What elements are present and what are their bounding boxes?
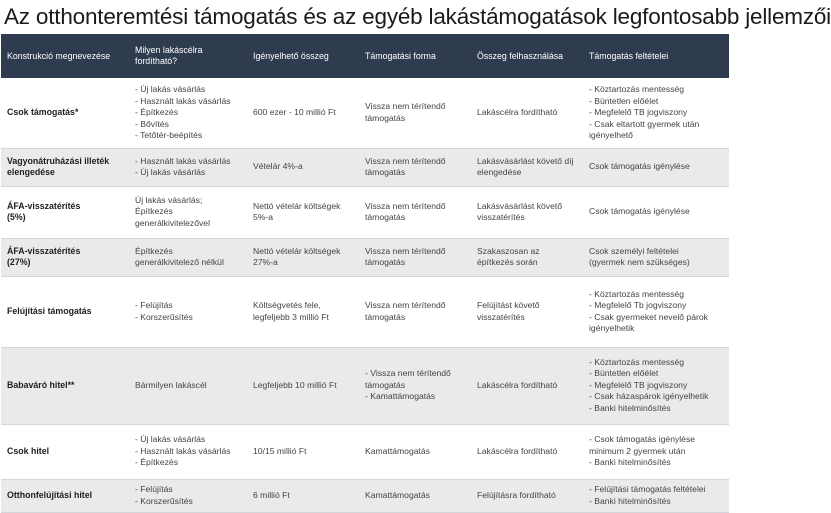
table-cell <box>359 347 471 424</box>
cell-text: - Használt lakás vásárlás <box>135 95 231 106</box>
cell-text: 600 ezer - 10 millió Ft <box>253 107 336 117</box>
cell-text: támogatás <box>365 257 406 267</box>
cell-text: (5%) <box>7 212 26 222</box>
cell-text: Csok személyi feltételei <box>589 245 679 256</box>
cell-text: - Kamattámogatás <box>365 391 436 402</box>
cell-text: Vagyonátruházási illeték <box>7 155 110 166</box>
cell-text: Csok támogatás igénylése <box>589 206 690 217</box>
cell-text: - Büntetlen előélet <box>589 368 659 379</box>
cell-text: - Csok támogatás igénylése <box>589 434 696 445</box>
table-cell <box>129 479 247 512</box>
cell-text: - Használt lakás vásárlás <box>135 445 231 456</box>
cell-text: - Megfelelő TB jogviszony <box>589 107 688 117</box>
table-cell <box>583 238 729 276</box>
cell-text: igényelhetik <box>589 323 635 333</box>
table-cell <box>247 238 359 276</box>
cell-text: Csok támogatás igénylése <box>589 161 690 172</box>
cell-text: igényelhető <box>589 130 633 140</box>
cell-text: - Köztartozás mentesség <box>589 356 685 367</box>
cell-text: Építkezés <box>135 206 173 217</box>
cell-text: - Megfelelő Tb jogviszony <box>589 300 687 310</box>
cell-text: Kamattámogatás <box>365 489 430 500</box>
page-title: Az otthonteremtési támogatás és az egyéb lakástámogatások legfontosabb jellemzői <box>4 4 831 29</box>
table-cell <box>247 479 359 512</box>
cell-text: Vissza nem térítendő <box>365 300 446 310</box>
table-cell <box>359 186 471 238</box>
column-header: Konstrukció megnevezése <box>1 34 129 78</box>
table-cell <box>359 276 471 347</box>
cell-text: - Köztartozás mentesség <box>589 84 685 94</box>
table-cell <box>359 78 471 148</box>
cell-text: visszatérítés <box>477 212 525 222</box>
table-cell <box>129 148 247 186</box>
column-header: Összeg felhasználása <box>471 34 583 78</box>
cell-text: Legfeljebb 10 millió Ft <box>253 379 337 390</box>
cell-text: - Megfelelő TB jogviszony <box>589 379 688 390</box>
cell-text: támogatás <box>365 212 406 222</box>
table-cell <box>583 186 729 238</box>
cell-text: ÁFA-visszatérítés <box>7 200 81 211</box>
row-name-cell <box>1 78 129 148</box>
cell-text: (gyermek nem szükséges) <box>589 257 690 267</box>
table-cell <box>359 148 471 186</box>
cell-text: Lakásvásárlást követő díj <box>477 155 574 166</box>
cell-text: Új lakás vásárlás; <box>135 194 203 205</box>
table-row <box>1 148 729 186</box>
column-header: Támogatási forma <box>359 34 471 78</box>
column-header: Igényelhető összeg <box>247 34 359 78</box>
cell-text: Lakásvásárlást követő <box>477 200 563 211</box>
column-header: Milyen lakáscélra fordítható? <box>129 34 247 78</box>
cell-text: generálkivitelező nélkül <box>135 257 224 267</box>
table-cell <box>583 347 729 424</box>
cell-text: - Új lakás vásárlás <box>135 84 206 94</box>
table-row <box>1 347 729 424</box>
cell-text: Csok hitel <box>7 445 50 456</box>
table-cell <box>471 78 583 148</box>
cell-text: Vissza nem térítendő <box>365 101 446 112</box>
table-cell <box>247 148 359 186</box>
table-row <box>1 238 729 276</box>
cell-text: - Vissza nem térítendő <box>365 368 451 379</box>
table-cell <box>583 479 729 512</box>
table-header-row <box>1 34 729 78</box>
cell-text: elengedése <box>7 167 55 177</box>
table-cell <box>359 238 471 276</box>
cell-text: - Banki hitelminősítés <box>589 457 671 468</box>
cell-text: Nettó vételár költségek <box>253 245 341 256</box>
cell-text: legfeljebb 3 millió Ft <box>253 311 329 322</box>
cell-text: Költségvetés fele, <box>253 300 321 310</box>
cell-text: Lakáscélra fordítható <box>477 379 558 390</box>
cell-text: Bármilyen lakáscél <box>135 379 207 390</box>
cell-text: - Bővítés <box>135 118 169 129</box>
cell-text: - Használt lakás vásárlás <box>135 155 231 166</box>
table-cell <box>583 424 729 479</box>
cell-text: elengedése <box>477 167 522 177</box>
cell-text: minimum 2 gyermek után <box>589 445 686 456</box>
cell-text: - Korszerűsítés <box>135 495 193 506</box>
row-name-cell <box>1 148 129 186</box>
cell-text: Lakáscélra fordítható <box>477 107 558 117</box>
cell-text: támogatás <box>365 167 406 177</box>
table-cell <box>247 347 359 424</box>
cell-text: - Csak házaspárok igényelhetik <box>589 391 709 402</box>
cell-text: 10/15 millió Ft <box>253 445 307 456</box>
table-cell <box>129 78 247 148</box>
cell-text: - Korszerűsítés <box>135 311 193 322</box>
row-name-cell <box>1 479 129 512</box>
cell-text: - Banki hitelminősítés <box>589 495 671 506</box>
cell-text: ÁFA-visszatérítés <box>7 245 81 256</box>
table-cell <box>129 238 247 276</box>
table-cell <box>583 148 729 186</box>
table-cell <box>247 276 359 347</box>
cell-text: - Felújítás <box>135 484 173 494</box>
cell-text: (27%) <box>7 257 31 267</box>
cell-text: visszatérítés <box>477 311 525 322</box>
column-header: Támogatás feltételei <box>583 34 729 78</box>
table-row <box>1 276 729 347</box>
cell-text: - Építkezés <box>135 457 178 468</box>
row-name-cell <box>1 347 129 424</box>
cell-text: - Büntetlen előélet <box>589 95 659 106</box>
cell-text: - Felújítási támogatás feltételei <box>589 484 706 494</box>
table-row <box>1 479 729 512</box>
cell-text: Vissza nem térítendő <box>365 245 446 256</box>
cell-text: Nettó vételár költségek <box>253 200 341 211</box>
cell-text: - Felújítás <box>135 300 173 310</box>
cell-text: Lakáscélra fordítható <box>477 445 558 456</box>
cell-text: generálkivitelezővel <box>135 217 210 228</box>
table-cell <box>359 479 471 512</box>
table-cell <box>247 78 359 148</box>
table-cell <box>247 424 359 479</box>
cell-text: Építkezés <box>135 245 173 256</box>
cell-text: - Tetőtér-beépítés <box>135 130 203 140</box>
cell-text: - Köztartozás mentesség <box>589 288 685 299</box>
cell-text: Kamattámogatás <box>365 445 430 456</box>
cell-text: - Építkezés <box>135 107 178 117</box>
cell-text: Felújításra fordítható <box>477 489 556 500</box>
table-cell <box>471 479 583 512</box>
cell-text: - Banki hitelminősítés <box>589 402 671 413</box>
table-cell <box>129 276 247 347</box>
table-cell <box>129 186 247 238</box>
row-name-cell <box>1 424 129 479</box>
table-cell <box>583 276 729 347</box>
table-cell <box>471 186 583 238</box>
cell-text: Vissza nem térítendő <box>365 200 446 211</box>
table-cell <box>471 424 583 479</box>
cell-text: építkezés során <box>477 257 538 267</box>
table-row <box>1 186 729 238</box>
cell-text: Vételár 4%-a <box>253 161 303 172</box>
cell-text: - Csak eltartott gyermek után <box>589 118 700 129</box>
table-cell <box>129 347 247 424</box>
cell-text: 27%-a <box>253 257 278 267</box>
cell-text: - Csak gyermeket nevelő párok <box>589 311 708 322</box>
table-cell <box>129 424 247 479</box>
housing-support-table <box>1 34 729 513</box>
cell-text: támogatás <box>365 311 406 322</box>
cell-text: Felújítást követő <box>477 300 540 310</box>
cell-text: 5%-a <box>253 212 274 222</box>
table-cell <box>583 78 729 148</box>
cell-text: 6 millió Ft <box>253 489 290 500</box>
row-name-cell <box>1 186 129 238</box>
table-cell <box>471 347 583 424</box>
cell-text: támogatás <box>365 379 406 390</box>
cell-text: Felújítási támogatás <box>7 305 92 316</box>
cell-text: Otthonfelújítási hitel <box>7 489 93 500</box>
cell-text: Babaváró hitel** <box>7 379 75 390</box>
table-cell <box>471 148 583 186</box>
cell-text: Vissza nem térítendő <box>365 155 446 166</box>
table-cell <box>247 186 359 238</box>
cell-text: - Új lakás vásárlás <box>135 167 206 177</box>
cell-text: Szakaszosan az <box>477 245 540 256</box>
table-row <box>1 424 729 479</box>
table-cell <box>471 238 583 276</box>
cell-text: Csok támogatás* <box>7 107 79 117</box>
row-name-cell <box>1 276 129 347</box>
cell-text: - Új lakás vásárlás <box>135 434 206 445</box>
table-cell <box>471 276 583 347</box>
table-row <box>1 78 729 148</box>
table-cell <box>359 424 471 479</box>
cell-text: támogatás <box>365 112 406 123</box>
row-name-cell <box>1 238 129 276</box>
